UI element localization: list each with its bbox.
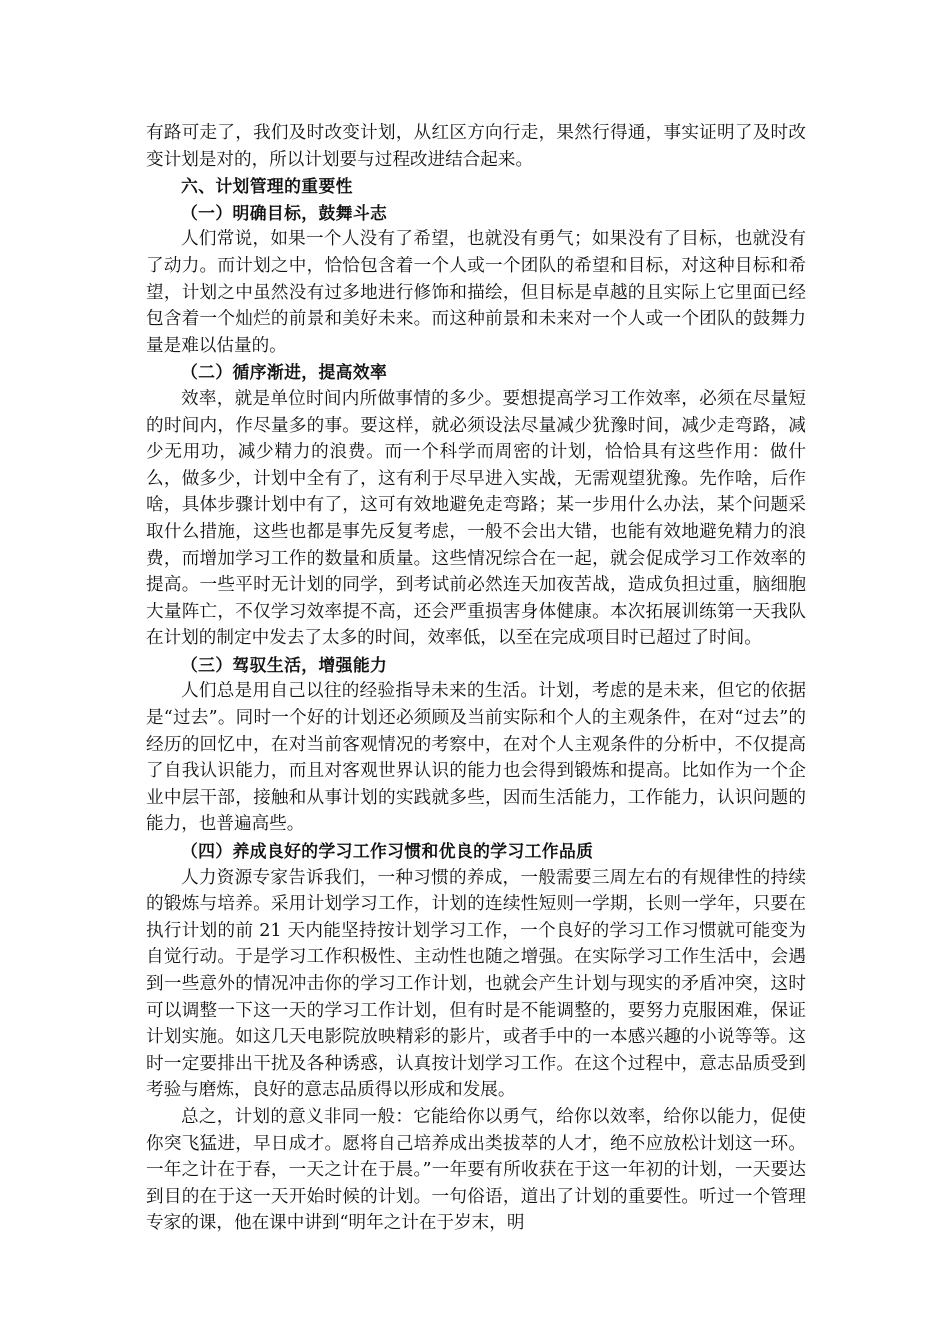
paragraph-continued: 有路可走了，我们及时改变计划，从红区方向行走，果然行得通，事实证明了及时改变计划是对的，所以计划要与过程改进结合起来。 [146, 123, 806, 170]
subsection-heading-1: （一）明确目标，鼓舞斗志 [181, 202, 388, 223]
paragraph-body: 人们常说，如果一个人没有了希望，也就没有勇气；如果没有了目标，也就没有了动力。而计划之中，恰恰包含着一个人或一个团队的希望和目标，对这种目标和希望，计划之中虽然没有过多地进行修饰和描绘，但目标是卓越的且实际上它里面已经包含着一个灿烂的前景和美好未来。而这种前景和未来对一个人或一个团队的鼓舞力量是难以估量的。 [146, 229, 806, 356]
paragraph-body: 总之，计划的意义非同一般：它能给你以勇气，给你以效率，给你以能力，促使你突飞猛进，早日成才。愿将自己培养成出类拔萃的人才，绝不应放松计划这一环。一年之计在于春，一天之计在于晨。”一年要有所收获在于这一年初的计划，一天要达到目的在于这一天开始时候的计划。一句俗语，道出了计划的重要性。听过一个管理专家的课，他在课中讲到“明年之计在于岁末，明 [146, 1106, 806, 1234]
subsection-heading-3: （三）驾驭生活，增强能力 [181, 654, 388, 675]
paragraph-body: 人力资源专家告诉我们，一种习惯的养成，一般需要三周左右的有规律性的持续的锻炼与培养。采用计划学习工作，计划的连续性短则一学期，长则一学年，只要在执行计划的前 21 天内能坚持按计划学习工作，一个良好的学习工作习惯就可能变为自觉行动。于是学习工作积极性、主动性也随之增强。在实际学习工作生活中，会遇到一些意外的情况冲击你的学习工作计划，也就会产生计划与现实的矛盾冲突，这时可以调整一下这一天的学习工作计划，但有时是不能调整的，要努力克服困难，保证计划实施。如这几天电影院放映精彩的影片，或者手中的一本感兴趣的小说等等。这时一定要排出干扰及各种诱惑，认真按计划学习工作。在这个过程中，意志品质受到考验与磨炼，良好的意志品质得以形成和发展。 [146, 867, 806, 1101]
document-page [146, 120, 806, 1237]
subsection-heading-4: （四）养成良好的学习工作习惯和优良的学习工作品质 [181, 841, 594, 862]
paragraph-body: 人们总是用自己以往的经验指导未来的生活。计划，考虑的是未来，但它的依据是“过去”。同时一个好的计划还必须顾及当前实际和个人的主观条件，在对“过去”的经历的回忆中，在对当前客观情况的考察中，在对个人主观条件的分析中，不仅提高了自我认识能力，而且对客观世界认识的能力也会得到锻炼和提高。比如作为一个企业中层干部，接触和从事计划的实践就多些，因而生活能力，工作能力，认识问题的能力，也普遍高些。 [146, 681, 806, 835]
section-heading: 六、计划管理的重要性 [181, 176, 353, 197]
subsection-heading-2: （二）循序渐进，提高效率 [181, 362, 388, 383]
paragraph-body: 效率，就是单位时间内所做事情的多少。要想提高学习工作效率，必须在尽量短的时间内，作尽量多的事。要这样，就必须设法尽量减少犹豫时间，减少走弯路，减少无用功，减少精力的浪费。而一个科学而周密的计划，恰恰具有这些作用：做什么，做多少，计划中全有了，这有利于尽早进入实战，无需观望犹豫。先作啥，后作啥，具体步骤计划中有了，这可有效地避免走弯路；某一步用什么办法，某个问题采取什么措施，这些也都是事先反复考虑，一般不会出大错，也能有效地避免精力的浪费，而增加学习工作的数量和质量。这些情况综合在一起，就会促成学习工作效率的提高。一些平时无计划的同学，到考试前必然连天加夜苦战，造成负担过重，脑细胞大量阵亡，不仅学习效率提不高，还会严重损害身体健康。本次拓展训练第一天我队在计划的制定中发去了太多的时间，效率低，以至在完成项目时已超过了时间。 [146, 388, 806, 649]
